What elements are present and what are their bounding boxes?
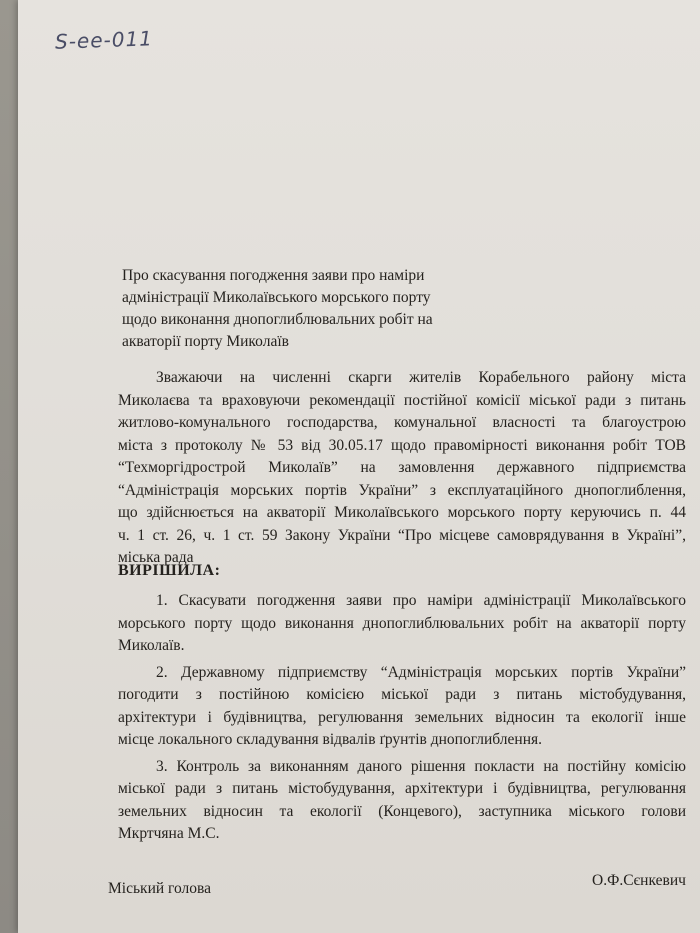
preamble-line: що здійснюється на акваторії Миколаївського морського порту керуючись п. 44 [118, 504, 686, 521]
decided-heading: ВИРІШИЛА: [118, 562, 221, 579]
preamble-line: Зважаючи на численні скарги жителів Корабельного району міста [156, 369, 686, 386]
item-line: земельних відносин та екології (Концевого), заступника міського голови [118, 802, 686, 820]
document-title [122, 265, 452, 353]
item-line: 3. Контроль за виконанням даного рішення покласти на постійну комісію [156, 757, 686, 775]
item-line: погодити з постійною комісією міської ради з питань містобудування, [118, 686, 686, 703]
item-line: Мкртчяна М.С. [118, 825, 220, 842]
item-line: місце локального складування відвалів ґрунтів днопоглиблення. [118, 731, 543, 748]
preamble-line: “Адміністрація морських портів України” з експлуатаційного днопоглиблення, [118, 481, 686, 499]
item-line: морського порту щодо виконання днопоглиблювальних робіт на акваторії порту [118, 614, 686, 632]
title-line: адміністрації Миколаївського морського порту [122, 289, 431, 306]
handwritten-note: S-ee-011 [54, 26, 154, 54]
title-line: Про скасування погодження заяви про наміри [122, 267, 425, 284]
signature-title: Міський голова [108, 880, 212, 897]
title-line: акваторії порту Миколаїв [122, 333, 289, 350]
item-line: Миколаїв. [118, 637, 185, 654]
preamble-line: міста з протоколу № 53 від 30.05.17 щодо правомірності виконання робіт ТОВ [118, 436, 686, 454]
signature-name: О.Ф.Сєнкевич [592, 872, 686, 889]
resolution-items [118, 590, 686, 850]
preamble-line: міська рада [118, 549, 194, 566]
preamble-line: ч. 1 ст. 26, ч. 1 ст. 59 Закону України “Про місцеве самоврядування в Україні”, [118, 526, 686, 544]
resolution-item-2 [118, 662, 686, 752]
resolution-item-1 [118, 590, 686, 658]
preamble-line: “Техморгідрострой Миколаїв” на замовлення державного підприємства [118, 459, 686, 476]
item-line: 2. Державному підприємству “Адміністрація морських портів України” [156, 663, 686, 681]
preamble-paragraph [118, 367, 686, 570]
title-line: щодо виконання днопоглиблювальних робіт на [122, 311, 433, 328]
resolution-item-3 [118, 756, 686, 846]
preamble-line: житлово-комунального господарства, комунальної власності та благоустрою [118, 414, 686, 431]
item-line: архітектури і будівництва, регулювання земельних відносин та екології інше [118, 708, 686, 726]
preamble-line: Миколаєва та враховуючи рекомендації постійної комісії міської ради з питань [118, 391, 686, 409]
item-line: 1. Скасувати погодження заяви про наміри адміністрації Миколаївського [156, 592, 686, 609]
item-line: міської ради з питань містобудування, архітектури і будівництва, регулювання [118, 780, 686, 797]
